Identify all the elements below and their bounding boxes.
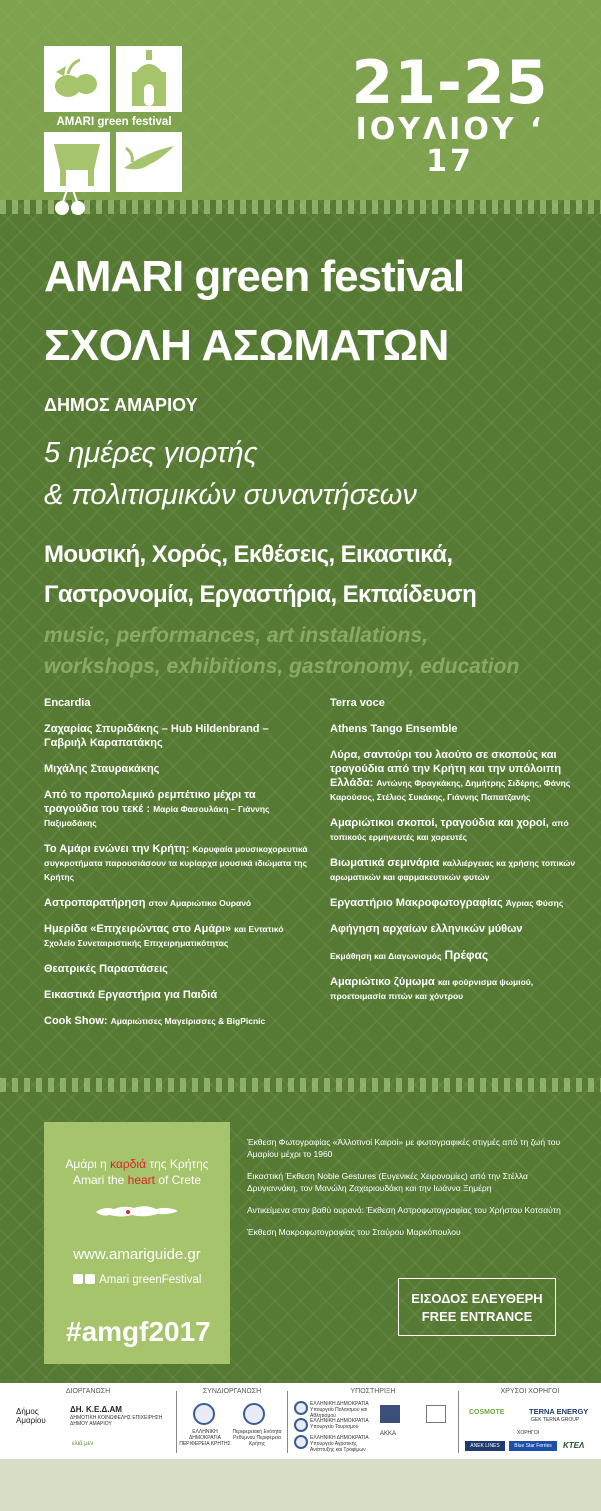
program-item: Αμαριώτικοι σκοποί, τραγούδια και χοροί, από τοπικούς ερμηνευτές και χορευτές xyxy=(330,817,569,842)
museum-logo xyxy=(380,1405,400,1423)
ktel-logo: ΚΤΕΛ xyxy=(563,1441,585,1450)
organizers-group xyxy=(0,1383,176,1459)
terna-logo: TERNA ENERGY xyxy=(529,1407,589,1416)
cosmote-logo: COSMOTE xyxy=(469,1409,505,1416)
coorg-unit: Περιφερειακή Ενότητα Ρεθύμνου Περιφέρεια Κρήτης xyxy=(232,1429,282,1447)
facebook-icon xyxy=(73,1274,83,1284)
leaves-icon xyxy=(44,46,110,112)
date-month: ΙΟΥΛΙΟΥ ‘ 17 xyxy=(355,112,545,179)
crete-map-icon xyxy=(94,1200,180,1222)
program-item: Λύρα, σαντούρι του λαούτο σε σκοπούς και τραγούδια από την Κρήτη και την υπόλοιπη Ελλάδα: Αντώνης Φραγκάκης, Δημήτρης Σιδέρης, Φάνης Καρούσος, Στέλιος Συκάκης, Γιάννης Παπατζανής xyxy=(330,749,571,802)
date-range: 21-25 xyxy=(351,48,549,118)
exhibition-item: Έκθεση Φωτογραφίας «Άλλοτινοί Καιροί» με φωτογραφικές στιγμές από τη ζωή του Αμαρίου μέχρι το 1960 xyxy=(247,1137,561,1159)
co-organizers-heading: ΣΥΝΔΙΟΡΓΑΝΩΣΗ xyxy=(202,1388,262,1395)
program-left-column xyxy=(44,696,312,1040)
building-logo xyxy=(426,1405,446,1423)
supporter-agriculture: ΕΛΛΗΝΙΚΗ ΔΗΜΟΚΡΑΤΙΑ Υπουργείο Αγροτικής Ανάπτυξης και Τροφίμων xyxy=(310,1435,369,1453)
themes-english-line2: workshops, exhibitions, gastronomy, education xyxy=(44,655,520,678)
website-link[interactable]: www.amariguide.gr xyxy=(73,1246,201,1263)
program-item: Εκμάθηση και Διαγωνισμός Πρέφας xyxy=(330,948,489,962)
program-item: Αστροπαρατήρηση στον Αμαριώτικο Ουρανό xyxy=(44,897,252,909)
themes-greek-line2: Γαστρονομία, Εργαστήρια, Εκπαίδευση xyxy=(44,581,477,608)
program-item: Το Αμάρι ενώνει την Κρήτη: Κορυφαία μουσικοχορευτικά συγκροτήματα παρουσιάσουν τα κυρίαρχα μουσικά ιδιώματα της Κρήτης xyxy=(44,843,308,882)
org-logo-dikedam-sub: ΔΗΜΟΤΙΚΗ ΚΟΙΝΩΦΕΛΗΣ ΕΠΙΧΕΙΡΗΣΗ ΔΗΜΟΥ ΑΜΑΡΙΟΥ xyxy=(70,1415,163,1427)
tagline-line2: & πολιτισμικών συναντήσεων xyxy=(44,479,417,511)
program-item: Εικαστικά Εργαστήρια για Παιδιά xyxy=(44,989,218,1001)
program-item: Θεατρικές Παραστάσεις xyxy=(44,963,168,975)
program-right-column xyxy=(330,696,580,1015)
program-item: Athens Tango Ensemble xyxy=(330,723,458,735)
chapel-icon xyxy=(116,46,182,112)
supporters-heading: ΥΠΟΣΤΗΡΙΞΗ xyxy=(350,1388,396,1395)
slogan-greek: Αμάρι η καρδιά της Κρήτης xyxy=(65,1157,209,1171)
program-item: Cook Show: Αμαριώτισες Μαγείρισσες & BigPicnic xyxy=(44,1015,266,1027)
program-item: Encardia xyxy=(44,697,91,709)
program-item: Ημερίδα «Επιχειρώντας στο Αμάρι» και Εντατικό Σχολείο Συνεταιριστικής Επιχειρηματικότητας xyxy=(44,923,284,948)
exhibition-item: Αντικείμενα στον βαθύ ουρανό: Έκθεση Αστροφωτογραφίας του Χρήστου Κοτσαύτη xyxy=(247,1205,561,1215)
instagram-icon xyxy=(85,1274,95,1284)
gold-sponsors-heading: ΧΡΥΣΟΙ ΧΟΡΗΓΟΙ xyxy=(500,1388,560,1395)
info-box xyxy=(44,1122,230,1364)
program-item: Terra voce xyxy=(330,697,385,709)
supporter-culture: ΕΛΛΗΝΙΚΗ ΔΗΜΟΚΡΑΤΙΑ Υπουργείο Πολιτισμού και Αθλητισμού xyxy=(310,1401,369,1419)
greek-seal-icon xyxy=(243,1403,265,1425)
hashtag: #amgf2017 xyxy=(66,1316,211,1347)
sponsors-label: ΧΟΡΗΓΟΙ xyxy=(517,1430,540,1436)
exhibition-item: Έκθεση Μακροφωτογραφίας του Σταύρου Μαρκόπουλου xyxy=(247,1227,461,1237)
gold-sponsors-group xyxy=(459,1383,601,1459)
logo-text: AMARI green festival xyxy=(56,116,172,128)
greek-seal-icon xyxy=(294,1418,308,1432)
embroidery-band xyxy=(0,200,601,214)
org-logo-dikedam: ΔΗ. Κ.Ε.Δ.ΑΜ xyxy=(70,1405,122,1414)
supporter-tourism: ΕΛΛΗΝΙΚΗ ΔΗΜΟΚΡΑΤΙΑ Υπουργείο Τουρισμού xyxy=(310,1418,369,1430)
venue-title: ΣΧΟΛΗ ΑΣΩΜΑΤΩΝ xyxy=(44,321,449,370)
greek-seal-icon xyxy=(193,1403,215,1425)
exhibitions-list xyxy=(247,1136,567,1248)
program-item: Εργαστήριο Μακροφωτογραφίας Άγριας Φύσης xyxy=(330,897,564,909)
themes-english-line1: music, performances, art installations, xyxy=(44,624,428,647)
sponsors-strip xyxy=(0,1383,601,1459)
bluestar-logo: Blue Star Ferries xyxy=(509,1441,557,1451)
festival-logo xyxy=(44,46,184,192)
bird-icon xyxy=(116,132,182,192)
footer-band xyxy=(0,1459,601,1511)
supporter-akka: ΑΚΚΑ xyxy=(380,1431,397,1437)
co-organizers-group xyxy=(177,1383,287,1459)
entrance-greek: ΕΙΣΟΔΟΣ ΕΛΕΥΘΕΡΗ xyxy=(411,1291,543,1306)
program-item: Από το προπολεμικό ρεμπέτικο μέχρι τα τραγούδια του τεκέ : Μαρία Φασουλάκη – Γιάννης Παξιμαδάκης xyxy=(44,789,270,828)
entrance-english: FREE ENTRANCE xyxy=(421,1309,533,1324)
terna-sub: GEK TERNA GROUP xyxy=(531,1417,580,1423)
tagline-line1: 5 ημέρες γιορτής xyxy=(44,437,258,469)
festival-title: AMARI green festival xyxy=(44,252,465,301)
cherry-icon xyxy=(54,178,86,218)
anek-logo: ANEK LINES xyxy=(465,1441,505,1451)
org-logo-amari: Δήμος Αμαρίου xyxy=(16,1407,46,1425)
program-item: Αμαριώτικο ζύμωμα και φούρνισμα ψωμιού, προετοιμασία πιτών και χόντρου xyxy=(330,976,534,1001)
slogan-english: Amari the heart of Crete xyxy=(72,1173,202,1187)
supporters-group xyxy=(288,1383,458,1459)
festival-dates xyxy=(340,48,560,179)
program-item: Αφήγηση αρχαίων ελληνικών μύθων xyxy=(330,923,523,935)
program-item: Βιωματικά σεμινάρια καλλιέργειας κα χρήσης τοπικών αρωματικών και φαρμακευτικών φυτών xyxy=(330,857,576,882)
embroidery-band xyxy=(0,1078,601,1092)
social-handle[interactable]: Amari greenFestival xyxy=(44,1274,230,1286)
municipality: ΔΗΜΟΣ ΑΜΑΡΙΟΥ xyxy=(44,395,198,415)
program-item: Ζαχαρίας Σπυριδάκης – Hub Hildenbrand – Γαβριήλ Καραπατάκης xyxy=(44,723,269,749)
themes-greek-line1: Μουσική, Χορός, Εκθέσεις, Εικαστικά, xyxy=(44,541,453,568)
greek-seal-icon xyxy=(294,1435,308,1449)
greek-seal-icon xyxy=(294,1401,308,1415)
organizers-heading: ΔΙΟΡΓΑΝΩΣΗ xyxy=(65,1388,111,1395)
org-logo-eliamen: ελιά μεν xyxy=(72,1441,94,1447)
program-item: Μιχάλης Σταυρακάκης xyxy=(44,763,160,775)
coorg-region: ΕΛΛΗΝΙΚΗ ΔΗΜΟΚΡΑΤΙΑ ΠΕΡΙΦΕΡΕΙΑ ΚΡΗΤΗΣ xyxy=(179,1429,231,1447)
exhibition-item: Εικαστική Έκθεση Noble Gestures (Ευγενικές Χειρονομίες) από την Στέλλα Δρυγιαννάκη, τον Μανώλη Ζαχαριουδάκη και την Ιωάννα Ξημέρη xyxy=(247,1171,528,1193)
free-entrance-badge xyxy=(398,1278,556,1336)
